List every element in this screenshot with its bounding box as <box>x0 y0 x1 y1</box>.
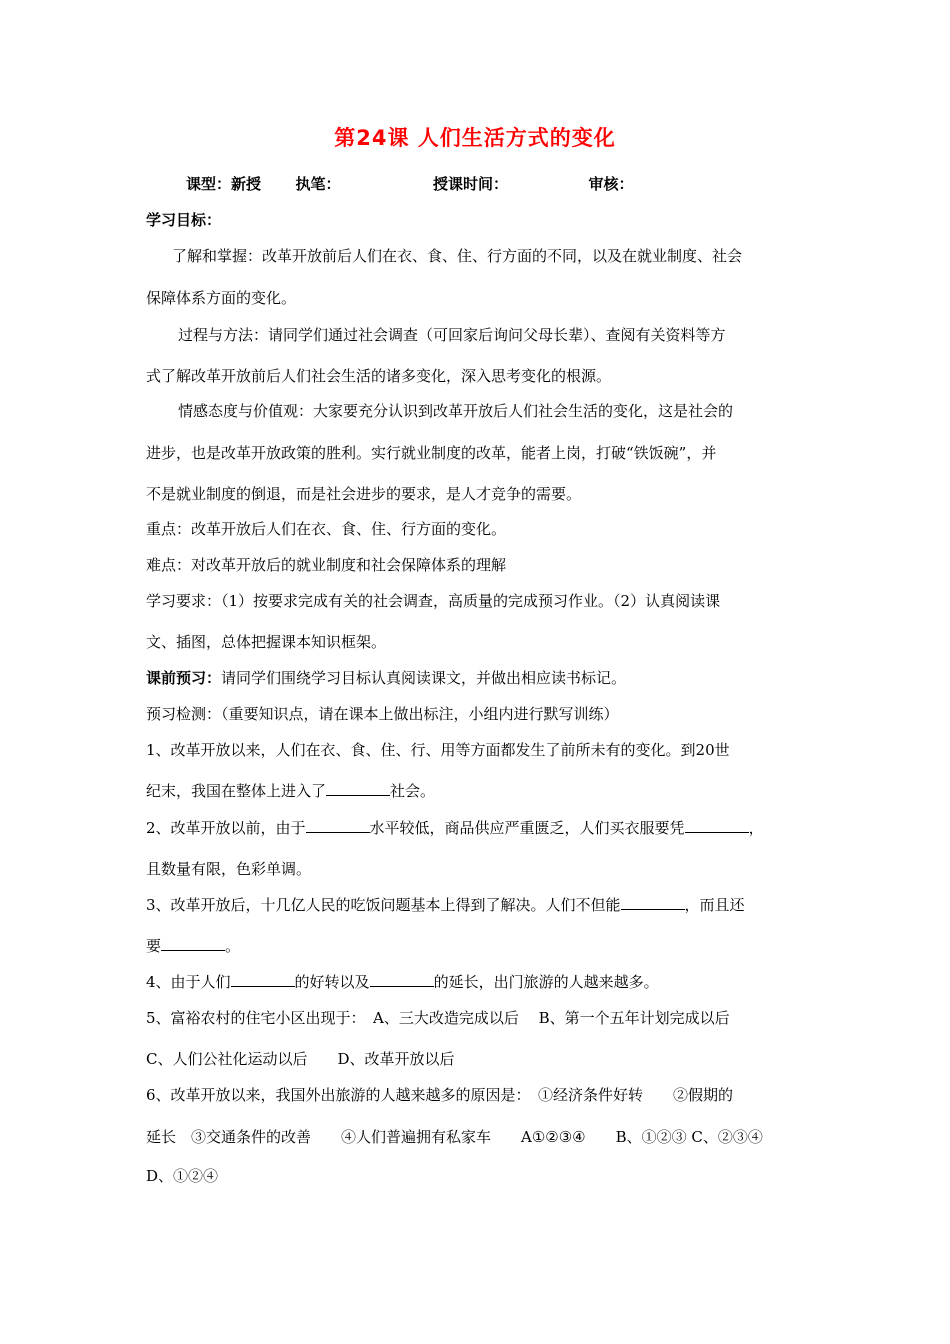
question-line <box>146 895 745 915</box>
question-text: 4、由于人们 <box>146 973 231 991</box>
question-text: 2、改革开放以前，由于 <box>146 819 306 837</box>
answer-blank[interactable] <box>326 781 390 796</box>
question-line: 5、富裕农村的住宅小区出现于： A、三大改造完成以后 B、第一个五年计划完成以后 <box>146 1009 730 1027</box>
focus-line: 重点：改革开放后人们在衣、食、住、行方面的变化。 <box>146 520 507 538</box>
answer-blank[interactable] <box>306 818 370 833</box>
requirements-line: 学习要求：（1）按要求完成有关的社会调查，高质量的完成预习作业。（2）认真阅读课 <box>146 592 721 610</box>
question-line <box>146 936 240 956</box>
question-line: 且数量有限，色彩单调。 <box>146 860 312 878</box>
lesson-author: 执笔： <box>295 175 341 193</box>
answer-blank[interactable] <box>370 972 434 987</box>
preview-text: 请同学们围绕学习目标认真阅读课文，并做出相应读书标记。 <box>221 669 627 687</box>
preview-line <box>146 668 626 688</box>
question-text: 的延长，出门旅游的人越来越多。 <box>433 973 659 991</box>
paragraph-line: 情感态度与价值观：大家要充分认识到改革开放后人们社会生活的变化，这是社会的 <box>178 402 734 420</box>
question-line: D、①②④ <box>146 1167 219 1185</box>
lesson-meta <box>186 173 633 194</box>
question-text: 纪末，我国在整体上进入了 <box>146 782 327 800</box>
question-text: 3、改革开放后，十几亿人民的吃饭问题基本上得到了解决。人们不但能 <box>146 896 621 914</box>
answer-blank[interactable] <box>685 818 749 833</box>
lesson-type: 课型：新授 <box>186 175 262 193</box>
question-line: 6、改革开放以来，我国外出旅游的人越来越多的原因是： ①经济条件好转 ②假期的 <box>146 1086 734 1104</box>
page-title: 第24课 人们生活方式的变化 <box>334 126 616 150</box>
paragraph-line: 了解和掌握：改革开放前后人们在衣、食、住、行方面的不同，以及在就业制度、社会 <box>172 247 743 265</box>
question-text: 。 <box>225 937 241 955</box>
answer-blank[interactable] <box>621 895 685 910</box>
objectives-heading: 学习目标： <box>146 211 222 229</box>
paragraph-line: 进步，也是改革开放政策的胜利。实行就业制度的改革，能者上岗，打破“铁饭碗”，并 <box>146 444 717 462</box>
question-line: C、人们公社化运动以后 D、改革开放以后 <box>146 1050 455 1068</box>
paragraph-line: 式了解改革开放前后人们社会生活的诸多变化，深入思考变化的根源。 <box>146 367 612 385</box>
question-line: 1、改革开放以来，人们在衣、食、住、行、用等方面都发生了前所未有的变化。到20世 <box>146 741 730 759</box>
requirements-line: 文、插图，总体把握课本知识框架。 <box>146 633 387 651</box>
question-text: ， <box>748 819 764 837</box>
question-text: 要 <box>146 937 162 955</box>
difficulty-line: 难点：对改革开放后的就业制度和社会保障体系的理解 <box>146 556 507 574</box>
question-text: 社会。 <box>390 782 436 800</box>
answer-blank[interactable] <box>161 936 225 951</box>
lesson-time: 授课时间： <box>432 175 508 193</box>
paragraph-line: 不是就业制度的倒退，而是社会进步的要求，是人才竞争的需要。 <box>146 485 582 503</box>
question-line <box>146 818 764 838</box>
check-line: 预习检测：（重要知识点，请在课本上做出标注，小组内进行默写训练） <box>146 705 619 723</box>
paragraph-line: 保障体系方面的变化。 <box>146 289 297 307</box>
question-line <box>146 972 659 992</box>
question-text: ，而且还 <box>684 896 745 914</box>
question-text: 的好转以及 <box>294 973 370 991</box>
question-line <box>146 781 435 801</box>
paragraph-line: 过程与方法：请同学们通过社会调查（可回家后询问父母长辈）、查阅有关资料等方 <box>178 326 726 344</box>
answer-blank[interactable] <box>231 972 295 987</box>
question-text: 水平较低，商品供应严重匮乏，人们买衣服要凭 <box>369 819 685 837</box>
lesson-review: 审核： <box>588 175 634 193</box>
preview-label: 课前预习： <box>146 669 222 687</box>
question-line: 延长 ③交通条件的改善 ④人们普遍拥有私家车 A①②③④ B、①②③ C、②③④ <box>146 1128 763 1146</box>
